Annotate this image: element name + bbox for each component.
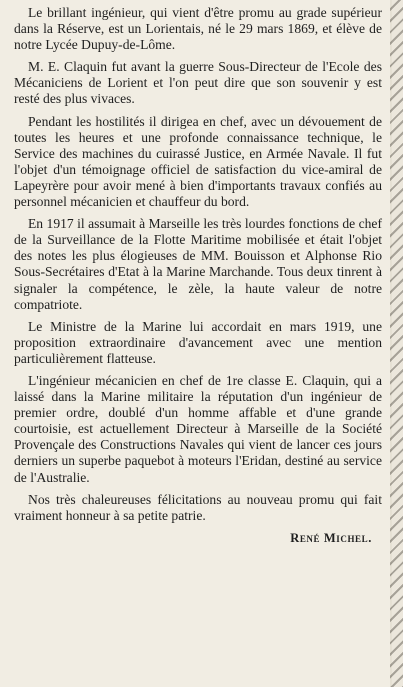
paragraph-2: M. E. Claquin fut avant la guerre Sous-Directeur de l'Ecole des Mécaniciens de Lorient et l'on peut dire que son souvenir y est resté des plus vivaces. xyxy=(14,59,382,107)
paragraph-7: Nos très chaleureuses félicitations au nouveau promu qui fait vraiment honneur à sa petite patrie. xyxy=(14,491,382,523)
torn-page-edge xyxy=(390,0,403,687)
paragraph-1: Le brillant ingénieur, qui vient d'être promu au grade supérieur dans la Réserve, est un Lorientais, né le 29 mars 1869, et élève de notre Lycée Dupuy-de-Lôme. xyxy=(14,5,382,53)
paragraph-5: Le Ministre de la Marine lui accordait en mars 1919, une proposition extraordinaire d'avancement avec une mention particulièrement flatteuse. xyxy=(14,318,382,366)
paragraph-6: L'ingénieur mécanicien en chef de 1re classe E. Claquin, qui a laissé dans la Marine militaire la réputation d'un ingénieur de premier ordre, doublé d'un homme affable et d'une grande courtoisie, est actuellement Directeur à Marseille de la Société Provençale des Constructions Navales qui vient de lancer ces jours derniers un superbe paquebot à moteurs l'Eridan, destiné au service de l'Australie. xyxy=(14,372,382,485)
paragraph-4: En 1917 il assumait à Marseille les très lourdes fonctions de chef de la Surveillance de la Flotte Maritime mobilisée et était l'objet des notes les plus élogieuses de MM. Bouisson et Alphonse Rio Sous-Secrétaires d'Etat à la Marine Marchande. Tous deux tinrent à signaler la compétence, le zèle, la haute valeur de notre compatriote. xyxy=(14,216,382,312)
paragraph-3: Pendant les hostilités il dirigea en chef, avec un dévouement de toutes les heures et une profonde connaissance technique, le Service des machines du cuirassé Justice, en Armée Navale. Il fut l'objet d'un témoignage officiel de satisfaction du vice-amiral de Lapeyrère pour avoir mené à bien d'importants travaux confiés au personnel mécanicien et chauffeur du bord. xyxy=(14,113,382,210)
author-signature: René Michel. xyxy=(290,530,372,545)
